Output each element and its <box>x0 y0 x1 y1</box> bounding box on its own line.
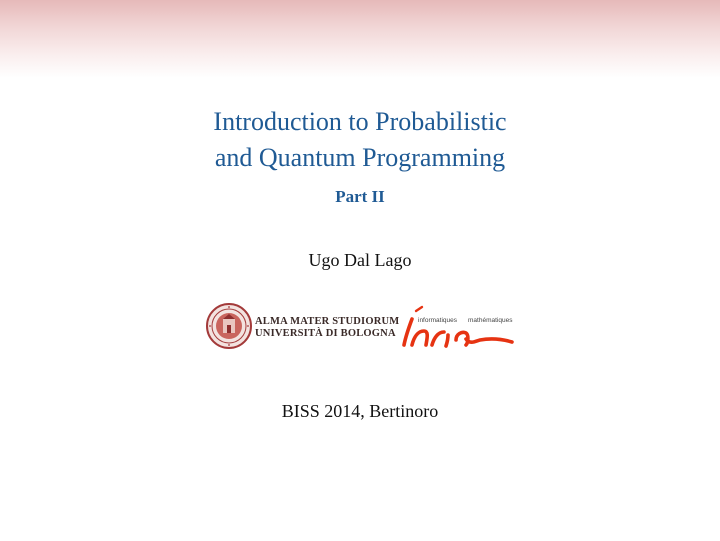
inria-tag-right: mathématiques <box>468 317 513 324</box>
inria-tag-left: informatiques <box>418 317 458 324</box>
author-name: Ugo Dal Lago <box>308 250 412 270</box>
inria-logo <box>396 305 514 353</box>
header-gradient-band <box>0 0 720 78</box>
institution-logos <box>206 303 516 355</box>
event-name: BISS 2014, Bertinoro <box>281 401 439 421</box>
unibo-line-2: UNIVERSITÀ DI BOLOGNA <box>255 328 396 339</box>
subtitle-part: Part II <box>335 187 385 206</box>
title-line-2: and Quantum Programming <box>214 143 506 172</box>
title-line-1: Introduction to Probabilistic <box>213 107 507 136</box>
unibo-seal-icon <box>206 303 252 349</box>
unibo-line-1: ALMA MATER STUDIORUM <box>255 316 400 327</box>
inria-wordmark-icon <box>396 305 514 353</box>
title-block <box>0 104 720 209</box>
unibo-wordmark <box>255 316 399 340</box>
